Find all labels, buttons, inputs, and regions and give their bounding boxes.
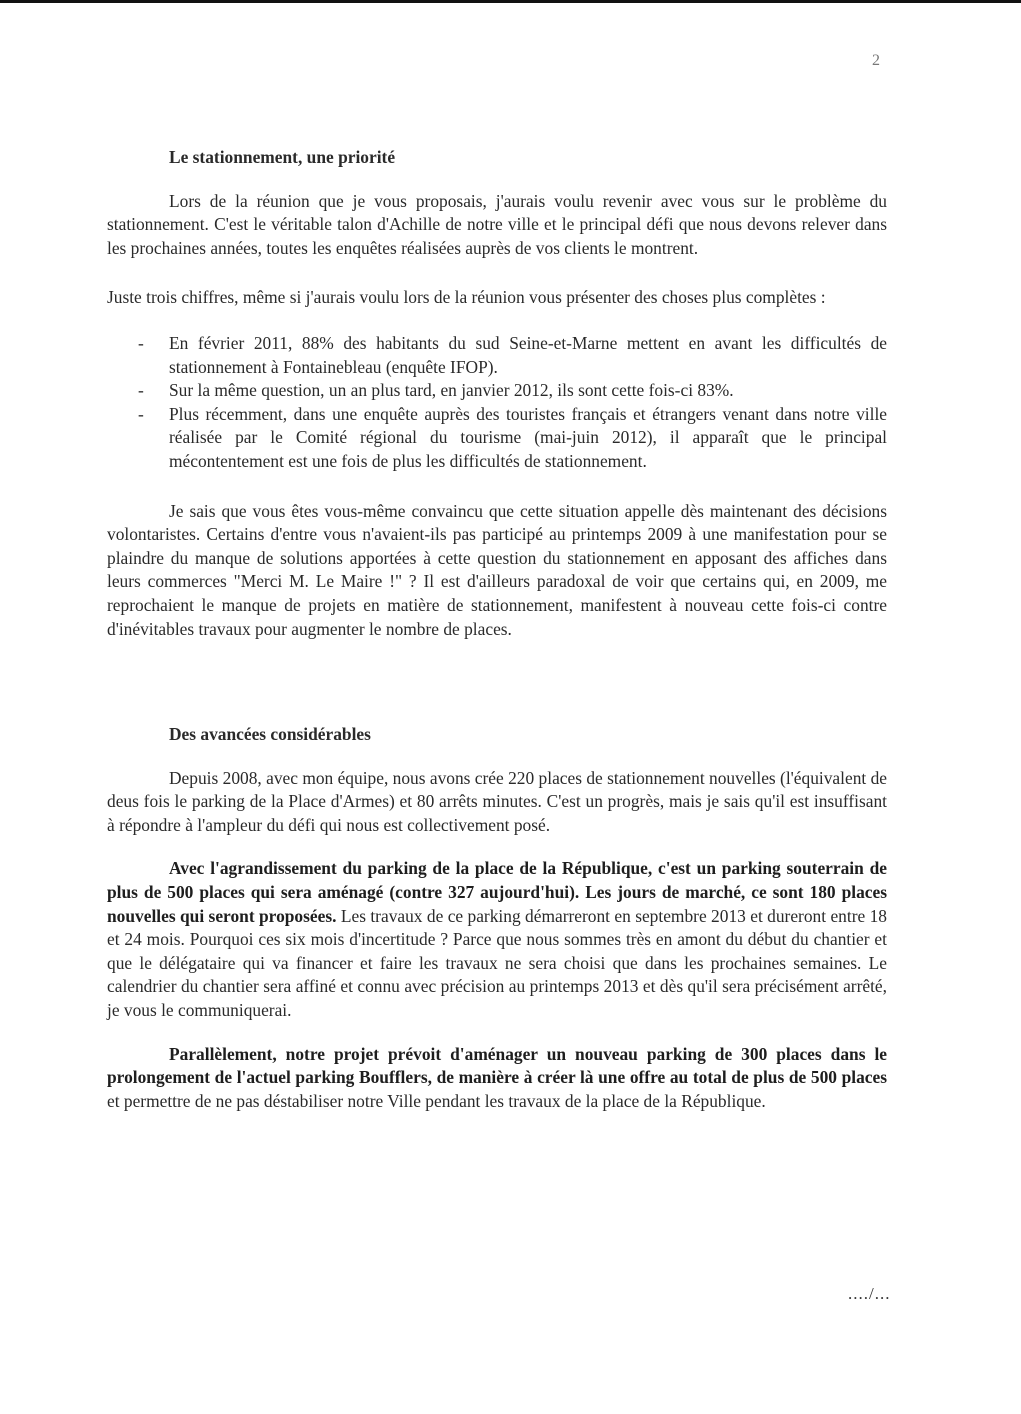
list-item-text: Plus récemment, dans une enquête auprès des touristes français et étrangers venant dans notre ville réalisée par le Comité régional du tourisme (mai-juin 2012), il apparaît que le principal mécontentement est une fois de plus les difficultés de stationnement. [169, 403, 887, 471]
list-item-text: En février 2011, 88% des habitants du sud Seine-et-Marne mettent en avant les difficultés de stationnement à Fontainebleau (enquête IFOP). [169, 332, 887, 377]
paragraph-republique-parking [107, 857, 887, 1022]
list-item [107, 332, 887, 379]
continuation-mark: ..../... [848, 1284, 891, 1303]
paragraph-intro: Lors de la réunion que je vous proposais, j'aurais voulu revenir avec vous sur le problème du stationnement. C'est le véritable talon d'Achille de notre ville et le principal défi que nous devons relever dans les prochaines années, toutes les enquêtes réalisées auprès de vos clients le montrent. [107, 190, 887, 258]
top-border-rule [0, 0, 1021, 3]
page-number: 2 [872, 52, 880, 69]
emphasis-republique: Avec l'agrandissement du parking de la place de la République, c'est un parking souterrain de plus de 500 places qui sera aménagé (contre 327 aujourd'hui). Les jours de marché, ce sont 180 places nouvelles qui seront proposées. [107, 858, 887, 926]
paragraph-three-figures: Juste trois chiffres, même si j'aurais voulu lors de la réunion vous présenter des choses plus complètes : [107, 287, 826, 308]
bullet-dash: - [138, 403, 144, 424]
paragraph-since-2008: Depuis 2008, avec mon équipe, nous avons crée 220 places de stationnement nouvelles (l'équivalent de deus fois le parking de la Place d'Armes) et 80 arrêts minutes. C'est un progrès, mais je sais qu'il est insuffisant à répondre à l'ampleur du défi qui nous est collectivement posé. [107, 767, 887, 835]
section-heading-parking-priority: Le stationnement, une priorité [169, 147, 396, 167]
text-boufflers-rest: et permettre de ne pas déstabiliser notre Ville pendant les travaux de la place de la République. [107, 1090, 766, 1111]
bullet-dash: - [138, 332, 144, 353]
paragraph-voluntarist-decisions: Je sais que vous êtes vous-même convaincu que cette situation appelle dès maintenant des décisions volontaristes. Certains d'entre vous n'avaient-ils pas participé au printemps 2009 à une manifestation pour se plaindre du manque de solutions apportées à cette question du stationnement en apposant des affiches dans leurs commerces "Merci M. Le Maire !" ? Il est d'ailleurs paradoxal de voir que certains qui, en 2009, me reprochaient le manque de projets en matière de stationnement, manifestent à nouveau cette fois-ci contre d'inévitables travaux pour augmenter le nombre de places. [107, 500, 887, 639]
emphasis-boufflers: Parallèlement, notre projet prévoit d'aménager un nouveau parking de 300 places dans le prolongement de l'actuel parking Boufflers, de manière à créer là une offre au total de plus de 500 places [107, 1043, 887, 1088]
statistics-list [107, 332, 887, 474]
bullet-dash: - [138, 380, 144, 401]
list-item [107, 403, 887, 474]
text-republique-schedule: Les travaux de ce parking démarreront en septembre 2013 et dureront entre 18 et 24 mois. Pourquoi ces six mois d'incertitude ? Parce que nous sommes très en amont du début du chantier et que le délégataire qui va financer et faire les travaux ne sera choisi que dans les prochaines semaines. Le calendrier du chantier sera affiné et connu avec précision au printemps 2013 et dès qu'il sera précisément arrêté, je vous le communiquerai. [107, 905, 887, 1021]
letter-body [107, 140, 887, 1113]
list-item-text: Sur la même question, un an plus tard, en janvier 2012, ils sont cette fois-ci 83%. [169, 380, 734, 401]
paragraph-boufflers-parking [107, 1043, 887, 1114]
section-heading-progress: Des avancées considérables [169, 724, 371, 745]
list-item [107, 379, 887, 403]
